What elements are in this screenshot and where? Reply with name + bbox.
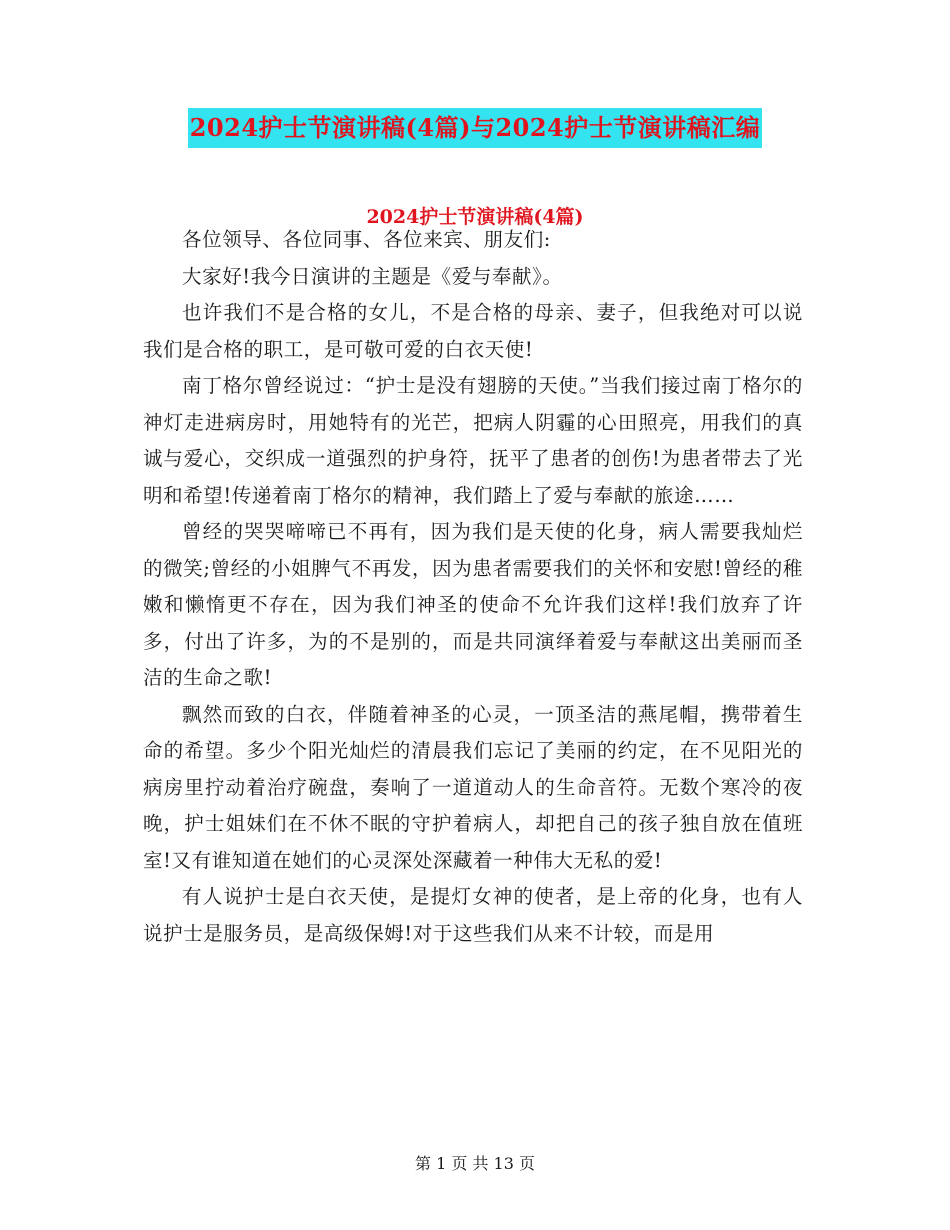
page-number-footer: 第 1 页 共 13 页 bbox=[415, 1154, 535, 1173]
paragraph-topic: 大家好!我今日演讲的主题是《爱与奉献》。 bbox=[182, 264, 563, 288]
document-title: 2024护士节演讲稿(4篇)与2024护士节演讲稿汇编 bbox=[188, 108, 763, 148]
paragraph: 南丁格尔曾经说过：“护士是没有翅膀的天使。”当我们接过南丁格尔的神灯走进病房时，用她特有的光芒，把病人阴霾的心田照亮，用我们的真诚与爱心，交织成一道强烈的护身符，抚平了患者的创伤!为患者带去了光明和希望!传递着南丁格尔的精神，我们踏上了爱与奉献的旅途…… bbox=[143, 374, 803, 507]
paragraph: 曾经的哭哭啼啼已不再有，因为我们是天使的化身，病人需要我灿烂的微笑;曾经的小姐脾气不再发，因为患者需要我们的关怀和安慰!曾经的稚嫩和懒惰更不存在，因为我们神圣的使命不允许我们这样!我们放弃了许多，付出了许多，为的不是别的，而是共同演绎着爱与奉献这出美丽而圣洁的生命之歌! bbox=[143, 520, 803, 689]
section-title: 2024护士节演讲稿(4篇) bbox=[366, 206, 584, 228]
paragraph: 有人说护士是白衣天使，是提灯女神的使者，是上帝的化身，也有人说护士是服务员，是高级保姆!对于这些我们从来不计较，而是用 bbox=[143, 885, 803, 945]
paragraph: 也许我们不是合格的女儿，不是合格的母亲、妻子，但我绝对可以说我们是合格的职工，是可敬可爱的白衣天使! bbox=[143, 301, 803, 361]
document-body bbox=[143, 222, 803, 952]
document-title-container bbox=[0, 108, 950, 148]
paragraph-greeting: 各位领导、各位同事、各位来宾、朋友们: bbox=[182, 228, 551, 251]
paragraph: 飘然而致的白衣，伴随着神圣的心灵，一顶圣洁的燕尾帽，携带着生命的希望。多少个阳光灿烂的清晨我们忘记了美丽的约定，在不见阳光的病房里拧动着治疗碗盘，奏响了一道道动人的生命音符。无数个寒冷的夜晚，护士姐妹们在不休不眠的守护着病人，却把自己的孩子独自放在值班室!又有谁知道在她们的心灵深处深藏着一种伟大无私的爱! bbox=[143, 702, 803, 872]
